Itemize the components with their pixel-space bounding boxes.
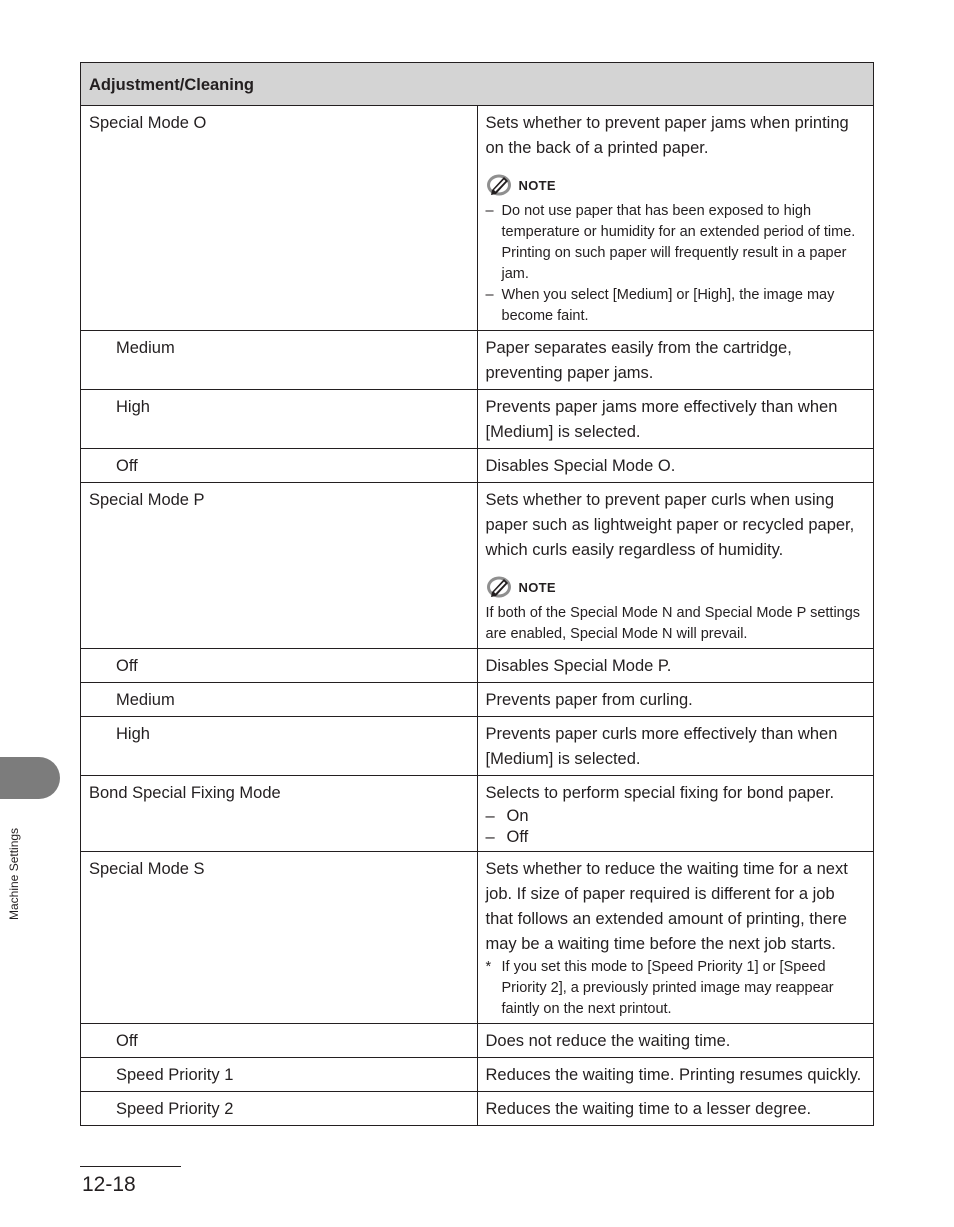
table-row xyxy=(81,1092,874,1126)
footnote xyxy=(486,957,866,1020)
option-description: Paper separates easily from the cartridge, preventing paper jams. xyxy=(477,331,874,390)
table-row xyxy=(81,683,874,717)
setting-name: Special Mode S xyxy=(81,852,478,1024)
table-row xyxy=(81,717,874,776)
setting-option: High xyxy=(81,390,478,449)
page-number: 12-18 xyxy=(82,1173,136,1196)
setting-option: Off xyxy=(81,1024,478,1058)
pencil-note-icon xyxy=(486,173,514,197)
setting-description xyxy=(477,106,874,331)
option-description: Prevents paper from curling. xyxy=(477,683,874,717)
table-row xyxy=(81,649,874,683)
note-label: NOTE xyxy=(518,177,556,193)
note-heading xyxy=(486,173,866,197)
note-heading xyxy=(486,575,866,599)
option-description: Disables Special Mode O. xyxy=(477,449,874,483)
section-title: Adjustment/Cleaning xyxy=(81,63,874,106)
table-row xyxy=(81,331,874,390)
table-header-row xyxy=(81,63,874,106)
table-row xyxy=(81,852,874,1024)
option-description: Reduces the waiting time. Printing resumes quickly. xyxy=(477,1058,874,1092)
table-row xyxy=(81,776,874,852)
note-item: – Do not use paper that has been exposed to high temperature or humidity for an extended period of time. Printing on such paper will frequently result in a paper jam. xyxy=(485,203,856,282)
footer-rule xyxy=(80,1166,181,1167)
note-list xyxy=(486,201,866,327)
settings-table xyxy=(80,62,874,1126)
note-label: NOTE xyxy=(518,579,556,595)
setting-option: Off xyxy=(81,449,478,483)
option-item: – Off xyxy=(485,828,529,846)
description-text: Selects to perform special fixing for bond paper. xyxy=(485,784,835,802)
option-description: Reduces the waiting time to a lesser degree. xyxy=(477,1092,874,1126)
footnote-item: * If you set this mode to [Speed Priority 1] or [Speed Priority 2], a previously printed image may reappear faintly on the next printout. xyxy=(485,959,834,1017)
setting-description xyxy=(477,852,874,1024)
setting-option: Speed Priority 1 xyxy=(81,1058,478,1092)
description-text: Sets whether to prevent paper jams when printing on the back of a printed paper. xyxy=(485,114,849,157)
setting-description xyxy=(477,776,874,852)
option-description: Prevents paper jams more effectively than when [Medium] is selected. xyxy=(477,390,874,449)
setting-option: Speed Priority 2 xyxy=(81,1092,478,1126)
setting-option: Medium xyxy=(81,331,478,390)
setting-description xyxy=(477,483,874,649)
chapter-side-label: Machine Settings xyxy=(7,827,21,920)
table-row xyxy=(81,483,874,649)
table-row xyxy=(81,390,874,449)
table-row xyxy=(81,106,874,331)
option-description: Prevents paper curls more effectively than when [Medium] is selected. xyxy=(477,717,874,776)
note-text: If both of the Special Mode N and Special Mode P settings are enabled, Special Mode N will prevail. xyxy=(485,605,861,642)
pencil-note-icon xyxy=(486,575,514,599)
chapter-side-tab xyxy=(0,757,60,799)
setting-option: High xyxy=(81,717,478,776)
description-text: Sets whether to prevent paper curls when using paper such as lightweight paper or recycled paper, which curls easily regardless of humidity. xyxy=(485,491,855,559)
setting-option: Off xyxy=(81,649,478,683)
table-row xyxy=(81,449,874,483)
option-item: – On xyxy=(485,807,529,825)
option-description: Disables Special Mode P. xyxy=(477,649,874,683)
description-text: Sets whether to reduce the waiting time for a next job. If size of paper required is different for a job that follows an extended amount of printing, there may be a waiting time before the next job starts. xyxy=(485,860,848,953)
setting-option: Medium xyxy=(81,683,478,717)
option-description: Does not reduce the waiting time. xyxy=(477,1024,874,1058)
note-item: – When you select [Medium] or [High], the image may become faint. xyxy=(485,287,835,324)
table-row xyxy=(81,1024,874,1058)
setting-name: Bond Special Fixing Mode xyxy=(81,776,478,852)
option-list xyxy=(486,806,866,848)
table-row xyxy=(81,1058,874,1092)
setting-name: Special Mode P xyxy=(81,483,478,649)
setting-name: Special Mode O xyxy=(81,106,478,331)
